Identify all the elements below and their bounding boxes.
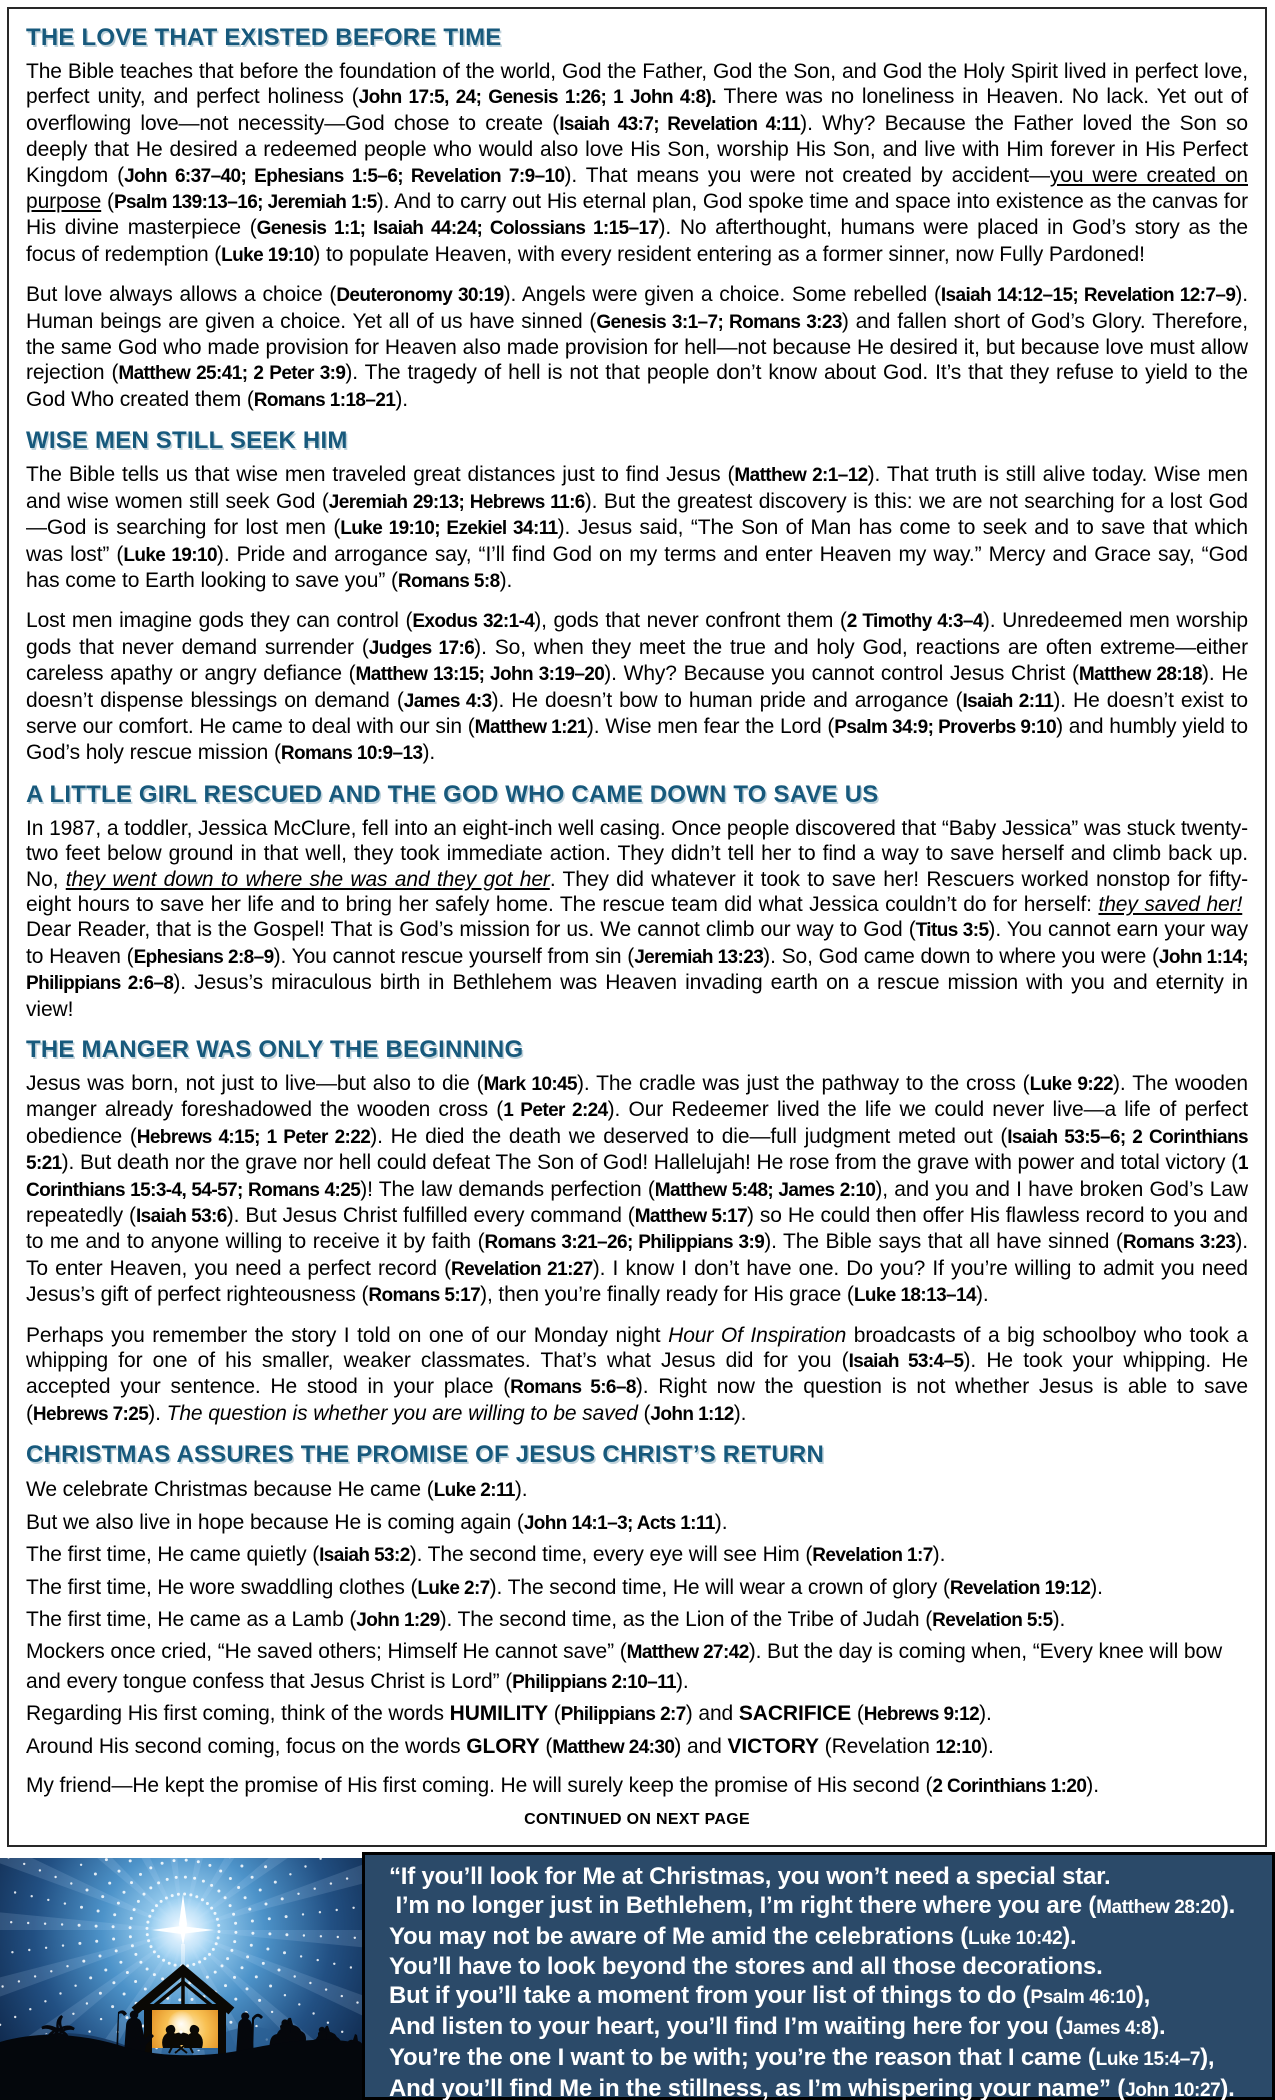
text-run: You’re the one I want to be with; you’re the reason that I came ( bbox=[389, 2043, 1096, 2071]
scripture-reference: Hebrews 9:12 bbox=[863, 1704, 980, 1726]
section-heading: CHRISTMAS ASSURES THE PROMISE OF JESUS CHRIST’S RETURN bbox=[26, 1441, 824, 1469]
quote-line bbox=[389, 1863, 1266, 1892]
quote-line bbox=[389, 2044, 1266, 2075]
scripture-reference: John 1:12 bbox=[650, 1403, 734, 1425]
scripture-reference: Philippians 2:7 bbox=[560, 1704, 686, 1726]
scripture-reference: Isaiah 53:5–6; 2 Corinthians 5:21 bbox=[26, 1126, 1248, 1175]
scripture-reference: Romans 3:23 bbox=[1122, 1232, 1236, 1254]
scripture-reference: 2 Corinthians 1:20 bbox=[932, 1775, 1087, 1797]
text-run: ). But the greatest discovery is this: we are not searching for a lost God—God is searching for lost men ( bbox=[26, 489, 1248, 540]
emphasis-word: VICTORY bbox=[727, 1734, 819, 1758]
section-heading: WISE MEN STILL SEEK HIM bbox=[26, 427, 348, 455]
scripture-reference: John 14:1–3; Acts 1:11 bbox=[523, 1512, 715, 1534]
scripture-reference: Ephesians 2:8–9 bbox=[133, 946, 274, 968]
scripture-reference: Isaiah 2:11 bbox=[962, 690, 1054, 712]
text-line bbox=[26, 1700, 1248, 1729]
text-run: ). bbox=[514, 1478, 528, 1502]
text-run: ). Our Redeemer lived the life we could never live—a life of perfect obedience ( bbox=[26, 1098, 1248, 1148]
text-run: ). bbox=[1062, 1922, 1077, 1950]
text-run: ). But death nor the grave nor hell could defeat The Son of God! Hallelujah! He rose from the grave with power and total victory ( bbox=[61, 1151, 1239, 1175]
section-heading: A LITTLE GIRL RESCUED AND THE GOD WHO CAME DOWN TO SAVE US bbox=[26, 780, 879, 808]
scripture-reference: John 10:27 bbox=[1125, 2079, 1221, 2100]
text-run: Regarding His first coming, think of the words bbox=[26, 1702, 450, 1726]
text-run: ). The tragedy of hell is not that people don’t know about God. It’s that they refuse to yield to the God Who created them ( bbox=[26, 361, 1248, 411]
scripture-reference: Psalm 46:10 bbox=[1030, 1987, 1136, 2009]
scripture-reference: Luke 18:13–14 bbox=[853, 1285, 976, 1307]
scripture-reference: Titus 3:5 bbox=[915, 920, 989, 942]
paragraph bbox=[26, 608, 1248, 766]
text-run: ). Wise men fear the Lord ( bbox=[586, 714, 835, 738]
text-run: ). He took your whipping. He accepted your sentence. He stood in your place ( bbox=[26, 1349, 1248, 1399]
text-run: ) so He could then offer His flawless record to you and to me and to anyone willing to receive it by faith ( bbox=[26, 1204, 1248, 1254]
paragraph bbox=[26, 462, 1248, 594]
text-run: The first time, He came quietly ( bbox=[26, 1543, 320, 1567]
text-line bbox=[26, 1574, 1248, 1603]
scripture-reference: John 17:5, 24; Genesis 1:26; 1 John 4:8). bbox=[358, 87, 716, 109]
paragraph bbox=[26, 59, 1248, 268]
scripture-reference: Revelation 1:7 bbox=[812, 1545, 933, 1567]
text-line bbox=[26, 1606, 1248, 1635]
text-run: ). bbox=[714, 1510, 728, 1534]
scripture-reference: Romans 5:8 bbox=[397, 570, 500, 592]
text-run: ) and fallen short of God’s Glory. Therefore, the same God who made provision for Heaven also made provision for hell—not because He desired it, but because love must allow rejection ( bbox=[26, 309, 1249, 385]
text-run: ( bbox=[539, 1734, 553, 1758]
text-run: ). The second time, every eye will see Him ( bbox=[409, 1543, 813, 1567]
scripture-reference: Isaiah 14:12–15; Revelation 12:7–9 bbox=[940, 285, 1236, 307]
scripture-reference: Revelation 19:12 bbox=[949, 1577, 1091, 1599]
sections-container bbox=[26, 24, 1248, 1801]
scripture-reference: 12:10 bbox=[935, 1736, 982, 1758]
scripture-reference: 1 Corinthians 15:3-4, 54-57; Romans 4:25 bbox=[26, 1153, 1248, 1201]
section-heading: THE MANGER WAS ONLY THE BEGINNING bbox=[26, 1036, 524, 1063]
text-line bbox=[26, 1541, 1248, 1570]
text-run: you were created on purpose bbox=[26, 163, 1248, 214]
text-run: ). So, God came down to where you were ( bbox=[763, 944, 1159, 968]
scripture-reference: Romans 10:9–13 bbox=[280, 743, 423, 765]
section bbox=[26, 1441, 1248, 1801]
scripture-reference: Matthew 27:42 bbox=[626, 1642, 749, 1664]
scripture-reference: Luke 10:42 bbox=[968, 1927, 1063, 1949]
content-frame bbox=[7, 7, 1267, 1847]
nativity-scene bbox=[0, 1858, 362, 2100]
text-run: ). bbox=[932, 1543, 946, 1567]
scripture-reference: Isaiah 53:2 bbox=[319, 1545, 410, 1567]
scripture-reference: Matthew 28:18 bbox=[1078, 664, 1202, 686]
text-run: In 1987, a toddler, Jessica McClure, fell into an eight-inch well casing. Once people discovered that “Baby Jessica” was stuck twenty-two feet below ground in that well, they took immediate action. They didn’t tell her to find a way to save herself and climb back up. No, bbox=[26, 816, 1248, 891]
scripture-reference: Mark 10:45 bbox=[483, 1074, 577, 1095]
text-run: ). bbox=[979, 1702, 992, 1726]
text-run: ). bbox=[1220, 1891, 1236, 1919]
quote-lines bbox=[389, 1863, 1266, 2100]
scripture-reference: 2 Timothy 4:3–4 bbox=[846, 611, 983, 633]
text-run: ). But the day is coming when, “Every knee will bow and every tongue confess that Jesus Christ is Lord” ( bbox=[26, 1640, 1223, 1693]
scripture-reference: Jeremiah 13:23 bbox=[634, 946, 764, 968]
scripture-reference: Philippians 2:10–11 bbox=[512, 1671, 677, 1693]
scripture-reference: Romans 5:6–8 bbox=[510, 1377, 636, 1399]
text-run: (Revelation bbox=[818, 1734, 936, 1758]
text-run: The first time, He came as a Lamb ( bbox=[26, 1607, 357, 1631]
text-run: And you’ll find Me in the stillness, as I’m whispering your name” ( bbox=[389, 2074, 1126, 2100]
text-run: ), bbox=[1200, 2043, 1215, 2071]
text-line bbox=[26, 1733, 1248, 1762]
text-run: ), bbox=[1135, 1982, 1151, 2010]
text-run: ). Why? Because you cannot control Jesus Christ ( bbox=[604, 662, 1079, 686]
scripture-reference: John 1:29 bbox=[356, 1609, 440, 1631]
text-run: ). bbox=[981, 1734, 994, 1758]
text-run: Mockers once cried, “He saved others; Himself He cannot save” ( bbox=[26, 1640, 627, 1664]
text-run: ). bbox=[975, 1283, 989, 1307]
text-run: My friend—He kept the promise of His first coming. He will surely keep the promise of His second ( bbox=[26, 1773, 933, 1797]
text-run: ), and you and I have broken God’s Law repeatedly ( bbox=[26, 1177, 1248, 1228]
scripture-reference: Genesis 1:1; Isaiah 44:24; Colossians 1:15–17 bbox=[256, 218, 659, 240]
scripture-reference: Luke 9:22 bbox=[1029, 1074, 1114, 1095]
text-run: And listen to your heart, you’ll find I’m waiting here for you ( bbox=[389, 2012, 1063, 2040]
scripture-reference: Luke 19:10 bbox=[221, 244, 314, 266]
text-run: ). The second time, as the Lion of the Tribe of Judah ( bbox=[439, 1607, 933, 1631]
text-run: ). Human beings are given a choice. Yet all of us have sinned ( bbox=[26, 283, 1249, 333]
text-run: they saved her! bbox=[1098, 892, 1243, 916]
text-line bbox=[26, 1772, 1248, 1801]
scripture-reference: Deuteronomy 30:19 bbox=[336, 285, 504, 307]
text-run: But if you’ll take a moment from your list of things to do ( bbox=[389, 1982, 1031, 2010]
quote-line bbox=[389, 2013, 1266, 2044]
text-run: Dear Reader, that is the Gospel! That is God’s mission for us. We cannot climb our way to God ( bbox=[26, 892, 1248, 942]
text-run: There was no loneliness in Heaven. No lack. Yet out of overflowing love—not necessity—God chose to create ( bbox=[26, 85, 1248, 135]
scripture-reference: Romans 5:17 bbox=[368, 1285, 481, 1307]
text-run: ). He doesn’t exist to serve our comfort. He came to deal with our sin ( bbox=[26, 688, 1248, 738]
quote-line bbox=[389, 2075, 1266, 2100]
scripture-reference: Revelation 5:5 bbox=[932, 1609, 1053, 1631]
text-run: ). bbox=[1052, 1607, 1066, 1631]
scripture-reference: Revelation 21:27 bbox=[450, 1258, 593, 1280]
text-run: You’ll have to look beyond the stores and all those decorations. bbox=[389, 1953, 1103, 1981]
text-run: ( bbox=[637, 1401, 651, 1425]
text-run: ). bbox=[422, 741, 436, 765]
scripture-reference: Judges 17:6 bbox=[368, 637, 475, 659]
emphasis-word: GLORY bbox=[466, 1734, 540, 1758]
scripture-reference: Hebrews 7:25 bbox=[32, 1403, 149, 1425]
text-run: ). The second time, He will wear a crown of glory ( bbox=[489, 1575, 950, 1599]
scripture-reference: Matthew 28:20 bbox=[1096, 1896, 1221, 1918]
text-run: ). Why? Because the Father loved the Son so deeply that He desired a redeemed people who would also love His Son, worship His Son, and live with Him forever in His Perfect Kingdom ( bbox=[26, 111, 1249, 187]
text-line bbox=[26, 1509, 1248, 1538]
text-run: ). bbox=[499, 568, 513, 592]
text-run: ). bbox=[733, 1401, 747, 1425]
section bbox=[26, 427, 1248, 766]
text-run: ). Right now the question is not whether Jesus is able to save ( bbox=[26, 1375, 1248, 1425]
text-line bbox=[26, 1476, 1248, 1505]
scripture-reference: Luke 19:10; Ezekiel 34:11 bbox=[340, 518, 558, 540]
text-run: ) and bbox=[685, 1702, 739, 1726]
text-run: “If you’ll look for Me at Christmas, you won’t need a special star. bbox=[389, 1863, 1111, 1890]
text-run: ). To enter Heaven, you need a perfect record ( bbox=[26, 1230, 1249, 1280]
text-run: ). I know I don’t have one. Do you? If you’re willing to admit you need Jesus’s gift of perfect righteousness ( bbox=[26, 1256, 1248, 1307]
text-run: ), gods that never confront them ( bbox=[534, 609, 847, 633]
scripture-reference: Luke 15:4–7 bbox=[1095, 2048, 1201, 2070]
scripture-reference: Isaiah 53:4–5 bbox=[848, 1351, 964, 1373]
emphasis-word: SACRIFICE bbox=[738, 1702, 852, 1726]
text-run: ). bbox=[148, 1401, 167, 1425]
paragraph bbox=[26, 1071, 1248, 1309]
quote-line bbox=[389, 1923, 1266, 1954]
text-run: ). bbox=[676, 1669, 689, 1693]
christmas-quote-box bbox=[362, 1852, 1275, 2100]
text-run: The Bible teaches that before the foundation of the world, God the Father, God the Son, and God the Holy Spirit lived in perfect love, perfect unity, and perfect holiness ( bbox=[26, 60, 1248, 109]
text-run: But we also live in hope because He is coming again ( bbox=[26, 1510, 524, 1534]
scripture-reference: Romans 3:21–26; Philippians 3:9 bbox=[484, 1232, 765, 1254]
text-run: ( bbox=[851, 1702, 864, 1726]
text-run: ). bbox=[395, 387, 408, 411]
text-run: they went down to where she was and they got her bbox=[65, 867, 550, 891]
quote-line bbox=[389, 1892, 1266, 1923]
text-run: ). You cannot rescue yourself from sin ( bbox=[273, 944, 635, 968]
scripture-reference: Matthew 1:21 bbox=[474, 716, 587, 738]
text-run: Around His second coming, focus on the words bbox=[26, 1734, 467, 1758]
text-run: ). He doesn’t bow to human pride and arrogance ( bbox=[491, 688, 963, 712]
scripture-reference: Matthew 25:41; 2 Peter 3:9 bbox=[118, 363, 346, 385]
scripture-reference: John 6:37–40; Ephesians 1:5–6; Revelation 7:9–10 bbox=[124, 165, 565, 187]
text-run: We celebrate Christmas because He came ( bbox=[26, 1478, 434, 1502]
text-run: ). He died the death we deserved to die—full judgment meted out ( bbox=[370, 1124, 1008, 1148]
text-run: But love always allows a choice ( bbox=[26, 283, 337, 307]
scripture-reference: Jeremiah 29:13; Hebrews 11:6 bbox=[328, 491, 585, 513]
scripture-reference: Psalm 139:13–16; Jeremiah 1:5 bbox=[113, 192, 377, 214]
text-run: )! The law demands perfection ( bbox=[360, 1177, 655, 1201]
text-run: . They did whatever it took to save her! Rescuers worked nonstop for fifty-eight hours to save her life and to bring her safely home. The rescue team did what Jessica couldn’t do for herself: bbox=[26, 867, 1248, 916]
text-run: ( bbox=[101, 190, 114, 214]
scripture-reference: Luke 19:10 bbox=[123, 544, 217, 566]
text-run: The Bible tells us that wise men traveled great distances just to find Jesus ( bbox=[26, 463, 735, 487]
text-run: Hour Of Inspiration bbox=[668, 1323, 847, 1347]
text-run: The question is whether you are willing to be saved bbox=[166, 1401, 638, 1425]
paragraph bbox=[26, 816, 1248, 1022]
text-line bbox=[26, 1638, 1248, 1697]
text-run: ). Jesus’s miraculous birth in Bethlehem was Heaven invading earth on a rescue mission with you and eternity in view! bbox=[26, 971, 1248, 1021]
text-run: ) and humbly yield to God’s holy rescue mission ( bbox=[26, 714, 1249, 765]
scripture-reference: 1 Peter 2:24 bbox=[503, 1100, 608, 1122]
quote-line bbox=[389, 1953, 1266, 1982]
scripture-reference: Exodus 32:1-4 bbox=[412, 611, 535, 633]
paragraph bbox=[26, 1323, 1248, 1428]
text-run: ) and bbox=[674, 1734, 728, 1758]
text-run: broadcasts of a big schoolboy who took a whipping for one of his smaller, weaker classmates. That’s what Jesus did for you ( bbox=[26, 1323, 1248, 1373]
nativity-image bbox=[0, 1858, 362, 2100]
scripture-reference: Matthew 24:30 bbox=[552, 1736, 675, 1758]
text-run: ). He doesn’t dispense blessings on demand ( bbox=[26, 662, 1248, 712]
text-run: ). The cradle was just the pathway to the cross ( bbox=[576, 1072, 1030, 1095]
text-run: ). That truth is still alive today. Wise men and wise women still seek God ( bbox=[26, 463, 1248, 513]
text-run: ). So, when they meet the true and holy God, reactions are often extreme—either careless apathy or angry defiance ( bbox=[26, 635, 1248, 686]
scripture-reference: John 1:14; Philippians 2:6–8 bbox=[26, 946, 1248, 995]
scripture-reference: Isaiah 53:6 bbox=[135, 1206, 227, 1228]
text-run: ). The wooden manger already foreshadowed the wooden cross ( bbox=[26, 1072, 1248, 1122]
text-run: ). And to carry out His eternal plan, God spoke time and space into existence as the canvas for His divine masterpiece ( bbox=[26, 190, 1248, 240]
emphasis-word: HUMILITY bbox=[449, 1702, 549, 1726]
text-run: You may not be aware of Me amid the celebrations ( bbox=[389, 1922, 969, 1950]
text-run: ). bbox=[1151, 2012, 1166, 2040]
text-run: ). bbox=[1090, 1575, 1103, 1599]
text-run: ). That means you were not created by accident— bbox=[564, 163, 1050, 187]
scripture-reference: Psalm 34:9; Proverbs 9:10 bbox=[834, 716, 1057, 738]
text-run: Jesus was born, not just to live—but also to die ( bbox=[26, 1072, 484, 1095]
section-heading: THE LOVE THAT EXISTED BEFORE TIME bbox=[26, 24, 502, 51]
scripture-reference: Matthew 5:17 bbox=[634, 1206, 748, 1228]
section bbox=[26, 1036, 1248, 1427]
text-run: The first time, He wore swaddling clothes ( bbox=[26, 1575, 418, 1599]
scripture-reference: Hebrews 4:15; 1 Peter 2:22 bbox=[136, 1126, 371, 1148]
text-run: ). Unredeemed men worship gods that never demand surrender ( bbox=[26, 609, 1248, 659]
text-run: ). No afterthought, humans were placed in God’s story as the focus of redemption ( bbox=[26, 216, 1248, 266]
text-run: ). You cannot earn your way to Heaven ( bbox=[26, 918, 1249, 968]
scripture-reference: Matthew 13:15; John 3:19–20 bbox=[355, 664, 605, 686]
scripture-reference: James 4:8 bbox=[1062, 2017, 1152, 2039]
text-run: ) to populate Heaven, with every resident entering as a former sinner, now Fully Pardoned! bbox=[313, 242, 1145, 266]
text-run: ). bbox=[1220, 2074, 1235, 2100]
scripture-reference: Matthew 2:1–12 bbox=[734, 465, 868, 487]
text-run: ). bbox=[1086, 1773, 1099, 1797]
text-run: ). Pride and arrogance say, “I’ll find God on my terms and enter Heaven my way.” Mercy and Grace say, “God has come to Earth looking to save you” ( bbox=[26, 542, 1248, 592]
text-run: ). Angels were given a choice. Some rebelled ( bbox=[503, 283, 941, 307]
section bbox=[26, 781, 1248, 1022]
text-run: ). The Bible says that all have sinned ( bbox=[764, 1230, 1123, 1254]
section bbox=[26, 24, 1248, 413]
text-run: Lost men imagine gods they can control ( bbox=[26, 609, 413, 633]
scripture-reference: Romans 1:18–21 bbox=[253, 389, 396, 411]
scripture-reference: Luke 2:11 bbox=[433, 1480, 515, 1502]
bottom-band bbox=[0, 1852, 1275, 2100]
text-run: ). Jesus said, “The Son of Man has come to seek and to save that which was lost” ( bbox=[26, 516, 1248, 566]
scripture-reference: Isaiah 43:7; Revelation 4:11 bbox=[559, 113, 801, 135]
text-run: Perhaps you remember the story I told on one of our Monday night bbox=[26, 1323, 669, 1347]
quote-line bbox=[389, 1982, 1266, 2013]
scripture-reference: Luke 2:7 bbox=[417, 1577, 490, 1599]
text-run: ). But Jesus Christ fulfilled every command ( bbox=[226, 1204, 635, 1228]
continued-note: CONTINUED ON NEXT PAGE bbox=[524, 1811, 750, 1829]
text-run: ( bbox=[548, 1702, 561, 1726]
text-run: ), then you’re finally ready for His grace ( bbox=[480, 1283, 854, 1307]
scripture-reference: Matthew 5:48; James 2:10 bbox=[654, 1179, 876, 1201]
paragraph bbox=[26, 282, 1248, 413]
text-run: I’m no longer just in Bethlehem, I’m right there where you are ( bbox=[389, 1891, 1097, 1919]
scripture-reference: James 4:3 bbox=[403, 690, 492, 712]
scripture-reference: Genesis 3:1–7; Romans 3:23 bbox=[596, 311, 842, 333]
